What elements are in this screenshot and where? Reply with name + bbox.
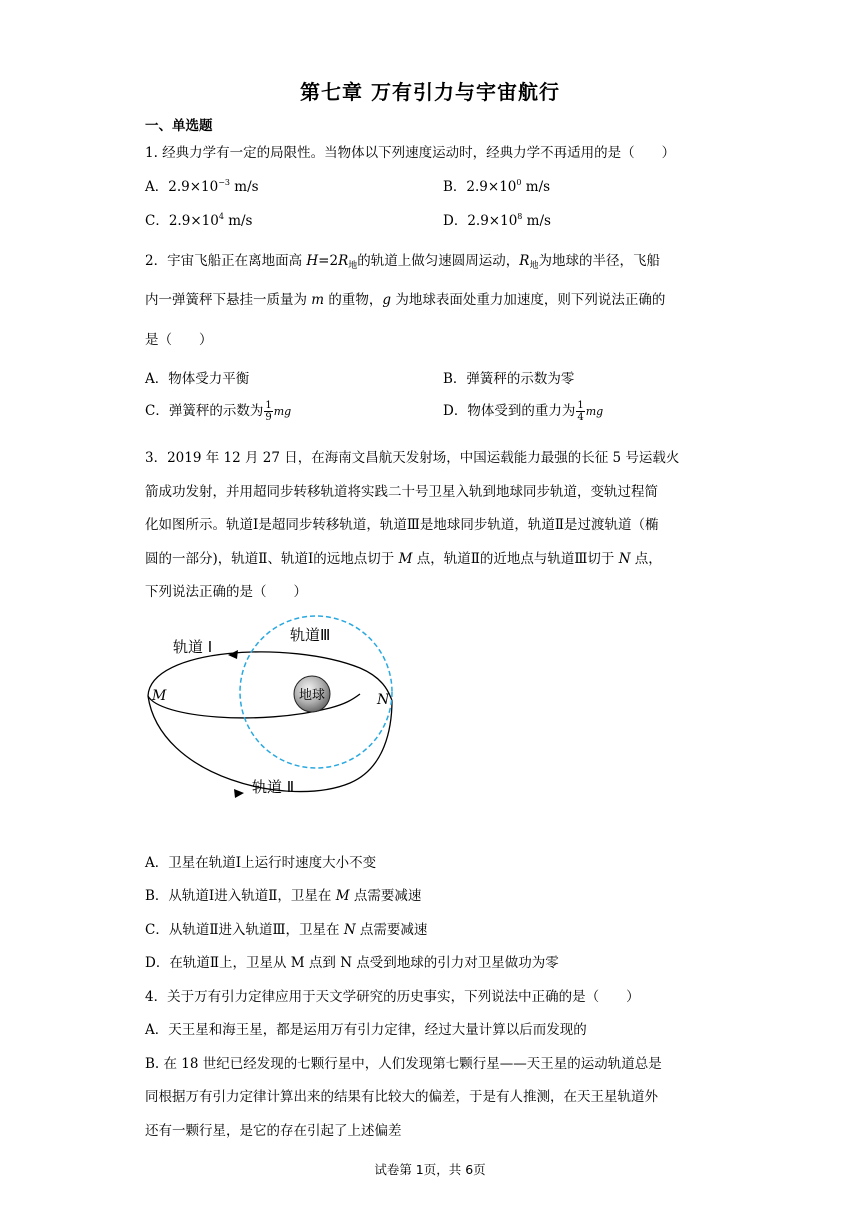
question-4-option-b-line-2: 同根据万有引力定律计算出来的结果有比较大的偏差，于是有人推测，在天王星轨道外 bbox=[145, 1089, 658, 1105]
question-1-option-b[interactable]: B．$2.9\times 10^0$ m/s bbox=[443, 178, 551, 195]
question-2-option-c[interactable]: C．弹簧秤的示数为 $\frac{1}{9}$ mg bbox=[145, 400, 292, 423]
question-2-line-2: 内一弹簧秤下悬挂一质量为 m 的重物，g 为地球表面处重力加速度，则下列说法正确的 bbox=[145, 292, 666, 308]
page-title: 第七章 万有引力与宇宙航行 bbox=[300, 80, 560, 104]
question-4-stem: 4．关于万有引力定律应用于天文学研究的历史事实，下列说法中正确的是（ ） bbox=[145, 989, 640, 1005]
question-3-option-d[interactable]: D．在轨道Ⅱ上，卫星从 M 点到 N 点受到地球的引力对卫星做功为零 bbox=[145, 955, 559, 971]
question-2-option-b[interactable]: B．弹簧秤的示数为零 bbox=[443, 371, 575, 387]
orbit-2-arrow-icon bbox=[234, 789, 244, 798]
question-3-option-a[interactable]: A．卫星在轨道Ⅰ上运行时速度大小不变 bbox=[145, 855, 377, 871]
question-3-line-5: 下列说法正确的是（ ） bbox=[145, 584, 307, 600]
question-4-option-a[interactable]: A．天王星和海王星，都是运用万有引力定律，经过大量计算以后而发现的 bbox=[145, 1022, 587, 1038]
section-heading: 一、单选题 bbox=[145, 118, 213, 134]
question-3-option-b[interactable]: B．从轨道Ⅰ进入轨道Ⅱ，卫星在 M 点需要减速 bbox=[145, 888, 422, 904]
question-3-line-3: 化如图所示。轨道Ⅰ是超同步转移轨道，轨道Ⅲ是地球同步轨道，轨道Ⅱ是过渡轨道（椭 bbox=[145, 517, 659, 533]
question-2-option-a[interactable]: A．物体受力平衡 bbox=[145, 371, 250, 387]
orbit-3-label: 轨道Ⅲ bbox=[290, 626, 331, 644]
orbit-1-label: 轨道 Ⅰ bbox=[173, 638, 213, 656]
question-1-option-c[interactable]: C．$2.9\times 10^4$ m/s bbox=[145, 212, 253, 229]
question-2-line-1: 2．宇宙飞船正在离地面高 $H=2R_地$的轨道上做匀速圆周运动，$R_地$为地球的半径，飞船 bbox=[145, 253, 660, 271]
question-3-line-2: 箭成功发射，并用超同步转移轨道将实践二十号卫星入轨到地球同步轨道，变轨过程简 bbox=[145, 484, 658, 500]
question-3-option-c[interactable]: C．从轨道Ⅱ进入轨道Ⅲ，卫星在 N 点需要减速 bbox=[145, 922, 428, 938]
fraction-one-ninth: $\frac{1}{9}$ bbox=[265, 400, 272, 423]
question-3-line-1: 3．2019 年 12 月 27 日，在海南文昌航天发射场，中国运载能力最强的长征 5 号运载火 bbox=[145, 450, 680, 466]
question-3-line-4: 圆的一部分)，轨道Ⅱ、轨道Ⅰ的远地点切于 M 点，轨道Ⅱ的近地点与轨道Ⅲ切于 N 点， bbox=[145, 551, 662, 567]
question-1-option-a[interactable]: A．$2.9\times 10^{-3}$ m/s bbox=[145, 178, 259, 195]
question-4-option-b-line-3: 还有一颗行星，是它的存在引起了上述偏差 bbox=[145, 1123, 402, 1139]
page-footer: 试卷第 1页，共 6页 bbox=[374, 1162, 486, 1177]
earth-label: 地球 bbox=[298, 688, 326, 703]
orbit-1-arrow-icon bbox=[228, 650, 238, 659]
point-n-label: N bbox=[377, 692, 390, 708]
fraction-one-quarter: $\frac{1}{4}$ bbox=[577, 400, 584, 423]
orbit-diagram bbox=[140, 608, 420, 808]
question-1-option-d[interactable]: D．$2.9\times 10^8$ m/s bbox=[443, 212, 551, 229]
question-1-stem: 1. 经典力学有一定的局限性。当物体以下列速度运动时，经典力学不再适用的是（ ） bbox=[145, 145, 676, 161]
question-4-option-b-line-1[interactable]: B. 在 18 世纪已经发现的七颗行星中，人们发现第七颗行星——天王星的运动轨道总是 bbox=[145, 1056, 662, 1072]
orbit-2-label: 轨道 Ⅱ bbox=[252, 778, 295, 796]
question-2-line-3: 是（ ） bbox=[145, 332, 213, 348]
point-m-label: M bbox=[152, 688, 167, 704]
question-2-option-d[interactable]: D．物体受到的重力为 $\frac{1}{4}$ mg bbox=[443, 400, 604, 423]
orbit-1-path bbox=[148, 652, 392, 700]
